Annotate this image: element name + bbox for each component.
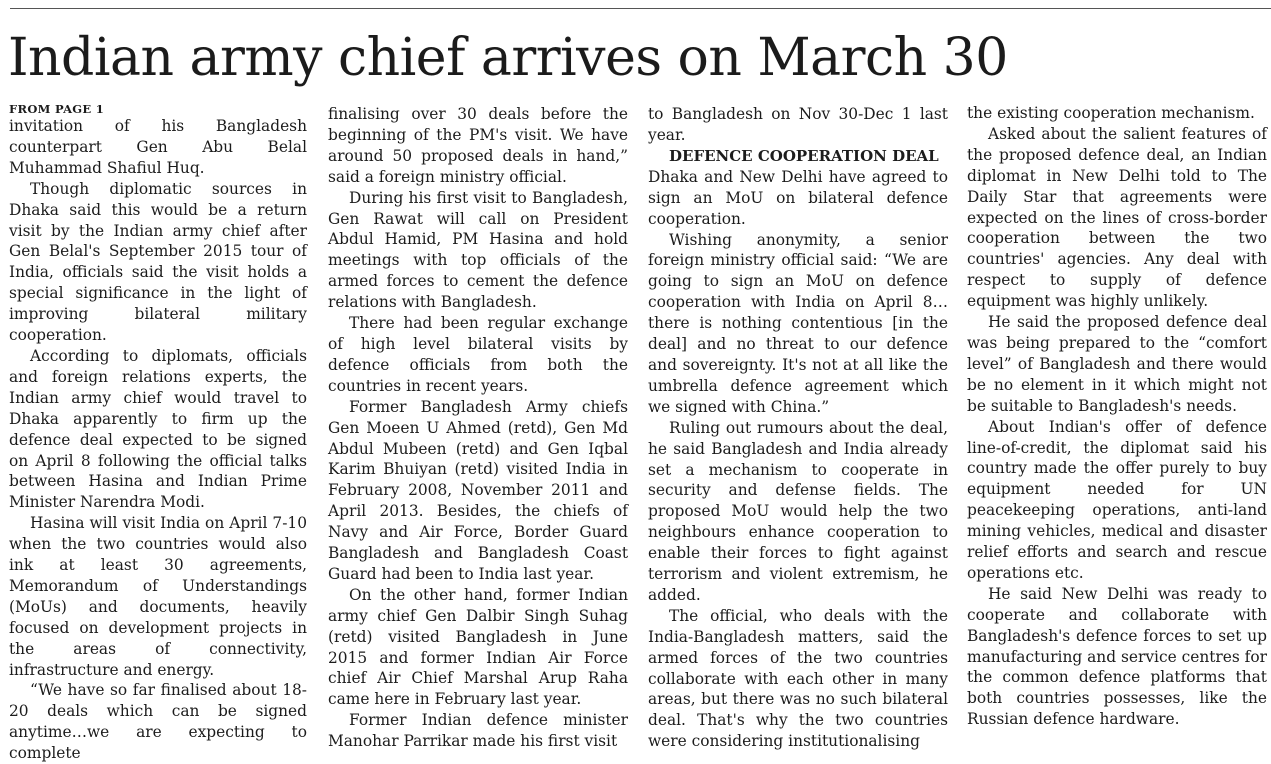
paragraph: During his first visit to Bangladesh, Gen Rawat will call on President Abdul Hamid, PM Hasina and hold meetings with top officials of the armed forces to cement the defence relations with Bangladesh. — [328, 188, 628, 312]
paragraph: According to diplomats, officials and foreign relations experts, the Indian army chief would travel to Dhaka apparently to firm up the defence deal expected to be signed on April 8 following the official talks between Hasina and Indian Prime Minister Narendra Modi. — [9, 346, 307, 512]
paragraph: Ruling out rumours about the deal, he said Bangladesh and India already set a mechanism to cooperate in security and defense fields. The proposed MoU would help the two neighbours enhance cooperation to enable their forces to fight against terrorism and violent extremism, he added. — [648, 418, 948, 604]
paragraph: “We have so far finalised about 18-20 deals which can be signed anytime…we are expecting to complete — [9, 681, 307, 763]
paragraph: The official, who deals with the India-Bangladesh matters, said the armed forces of the two countries collaborate with each other in many areas, but there was no such bilateral deal. That's why the two countries were considering institutionalising — [648, 606, 948, 751]
paragraph: Dhaka and New Delhi have agreed to sign an MoU on bilateral defence cooperation. — [648, 167, 948, 228]
paragraph: Hasina will visit India on April 7-10 when the two countries would also ink at least 30 agreements, Memorandum of Understandings (MoUs) and documents, heavily focused on development projects in the areas of connectivity, infrastructure and energy. — [9, 514, 307, 679]
paragraph: invitation of his Bangladesh counterpart Gen Abu Belal Muhammad Shafiul Huq. — [9, 117, 307, 177]
article-column-1 — [9, 102, 307, 764]
paragraph: the existing cooperation mechanism. — [967, 104, 1255, 122]
headline: Indian army chief arrives on March 30 — [8, 28, 1008, 88]
paragraph: to Bangladesh on Nov 30-Dec 1 last year. — [648, 105, 948, 144]
paragraph: Though diplomatic sources in Dhaka said this would be a return visit by the Indian army chief after Gen Belal's September 2015 tour of India, officials said the visit holds a special significance in the light of improving bilateral military cooperation. — [9, 179, 307, 345]
paragraph: About Indian's offer of defence line-of-credit, the diplomat said his country made the offer purely to buy equipment needed for UN peacekeeping operations, anti-land mining vehicles, medical and disaster relief efforts and search and rescue operations etc. — [967, 417, 1267, 582]
from-page-kicker: FROM PAGE 1 — [9, 102, 105, 116]
paragraph: finalising over 30 deals before the beginning of the PM's visit. We have around 50 proposed deals in hand,” said a foreign ministry official. — [328, 105, 628, 186]
article-column-4 — [967, 103, 1267, 730]
paragraph: On the other hand, former Indian army chief Gen Dalbir Singh Suhag (retd) visited Bangladesh in June 2015 and former Indian Air Force chief Air Chief Marshal Arup Raha came here in February last year. — [328, 585, 628, 709]
paragraph: He said the proposed defence deal was being prepared to the “comfort level” of Bangladesh and there would be no element in it which might not be suitable to Bangladesh's needs. — [967, 313, 1267, 415]
article-column-2 — [328, 104, 628, 752]
top-rule — [10, 8, 1271, 9]
paragraph: Wishing anonymity, a senior foreign ministry official said: “We are going to sign an MoU on defence cooperation with India on April 8… there is nothing contentious [in the deal] and no threat to our defence and sovereignty. It's not at all like the umbrella defence agreement which we signed with China.” — [648, 230, 948, 416]
paragraph: Asked about the salient features of the proposed defence deal, an Indian diplomat in New Delhi told to The Daily Star that agreements were expected on the lines of cross-border cooperation between the two countries' agencies. Any deal with respect to supply of defence equipment was highly unlikely. — [967, 124, 1267, 311]
paragraph: Former Indian defence minister Manohar Parrikar made his first visit — [328, 711, 628, 751]
section-subhead: DEFENCE COOPERATION DEAL — [669, 146, 939, 165]
paragraph: He said New Delhi was ready to cooperate and collaborate with Bangladesh's defence forces to set up manufacturing and service centres for the common defence platforms that both countries possesses, like the Russian defence hardware. — [967, 584, 1267, 729]
paragraph: Former Bangladesh Army chiefs Gen Moeen U Ahmed (retd), Gen Md Abdul Mubeen (retd) and Gen Iqbal Karim Bhuiyan (retd) visited India in February 2008, November 2011 and April 2013. Besides, the chiefs of Navy and Air Force, Border Guard Bangladesh and Bangladesh Coast Guard had been to India last year. — [328, 397, 628, 583]
article-column-3 — [648, 104, 948, 752]
paragraph: There had been regular exchange of high level bilateral visits by defence officials from both the countries in recent years. — [328, 314, 628, 395]
